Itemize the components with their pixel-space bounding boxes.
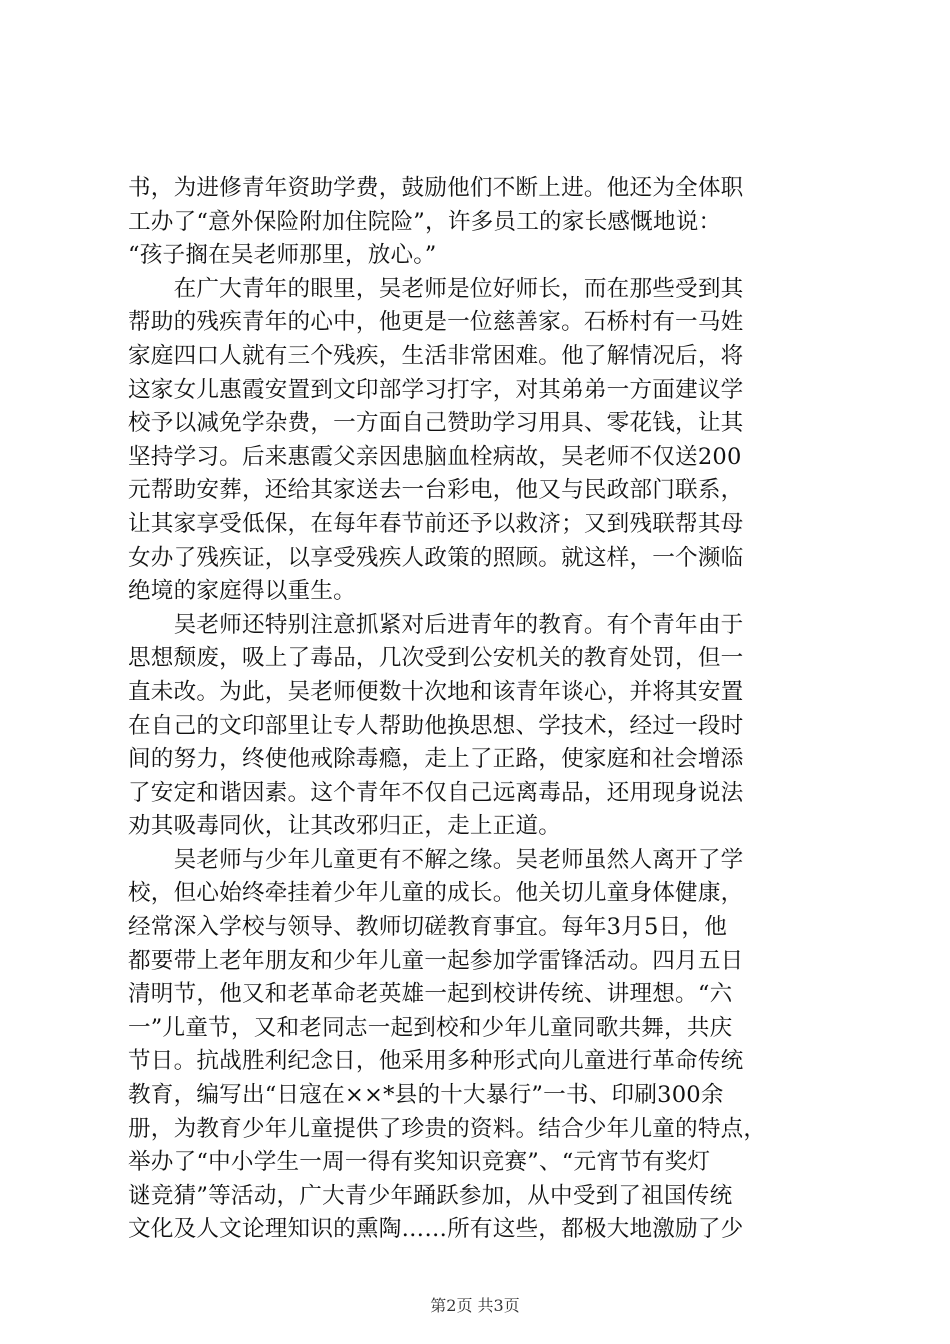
text-line: 绝境的家庭得以重生。: [128, 578, 356, 605]
text-line: 思想颓废，吸上了毒品，几次受到公安机关的教育处罚，但一: [128, 645, 744, 672]
text-line: 一”儿童节，又和老同志一起到校和少年儿童同歌共舞，共庆: [128, 1014, 733, 1041]
text-line: 校，但心始终牵挂着少年儿童的成长。他关切儿童身体健康，: [128, 880, 744, 907]
text-line: 工办了“意外保险附加住院险”，许多员工的家长感慨地说：: [128, 208, 722, 235]
text-line: 帮助的残疾青年的心中，他更是一位慈善家。石桥村有一马姓: [128, 309, 744, 336]
text-line: 都要带上老年朋友和少年儿童一起参加学雷锋活动。四月五日: [128, 947, 744, 974]
text-line: 让其家享受低保，在每年春节前还予以救济；又到残联帮其母: [128, 510, 744, 537]
text-line: 谜竞猜”等活动，广大青少年踊跃参加，从中受到了祖国传统: [128, 1182, 733, 1209]
text-line: 间的努力，终使他戒除毒瘾，走上了正路，使家庭和社会增添: [128, 746, 744, 773]
text-line: 教育，编写出“日寇在××*县的十大暴行”一书、印刷300余: [128, 1082, 724, 1109]
text-line: 在自己的文印部里让专人帮助他换思想、学技术，经过一段时: [128, 712, 744, 739]
text-line: 直未改。为此，吴老师便数十次地和该青年谈心，并将其安置: [128, 678, 744, 705]
text-line: 节日。抗战胜利纪念日，他采用多种形式向儿童进行革命传统: [128, 1048, 744, 1075]
text-line: “孩子搁在吴老师那里，放心。”: [128, 242, 437, 269]
text-line: 劝其吸毒同伙，让其改邪归正，走上正道。: [128, 813, 562, 840]
text-line: 举办了“中小学生一周一得有奖知识竞赛”、“元宵节有奖灯: [128, 1149, 711, 1176]
text-line: 了安定和谐因素。这个青年不仅自己远离毒品，还用现身说法: [128, 779, 744, 806]
text-line: 家庭四口人就有三个残疾，生活非常困难。他了解情况后，将: [128, 342, 744, 369]
text-line: 这家女儿惠霞安置到文印部学习打字，对其弟弟一方面建议学: [128, 376, 744, 403]
text-line: 女办了残疾证，以享受残疾人政策的照顾。就这样，一个濒临: [128, 544, 744, 571]
text-line: 清明节，他又和老革命老英雄一起到校讲传统、讲理想。“六: [128, 981, 733, 1008]
text-line: 书，为进修青年资助学费，鼓励他们不断上进。他还为全体职: [128, 175, 744, 201]
text-line: 册，为教育少年儿童提供了珍贵的资料。结合少年儿童的特点，: [128, 1115, 767, 1142]
text-line: 校予以减免学杂费，一方面自己赞助学习用具、零花钱，让其: [128, 410, 744, 437]
text-line: 吴老师还特别注意抓紧对后进青年的教育。有个青年由于: [128, 611, 744, 638]
page-number-footer: 第2页 共3页: [430, 1296, 520, 1315]
text-line: 吴老师与少年儿童更有不解之缘。吴老师虽然人离开了学: [128, 846, 744, 873]
text-line: 在广大青年的眼里，吴老师是位好师长，而在那些受到其: [128, 275, 744, 302]
body-text: [128, 172, 828, 1247]
text-line: 经常深入学校与领导、教师切磋教育事宜。每年3月5日，他: [128, 914, 727, 941]
text-line: 坚持学习。后来惠霞父亲因患脑血栓病故，吴老师不仅送200: [128, 443, 742, 470]
text-line: 文化及人文论理知识的熏陶……所有这些，都极大地激励了少: [128, 1216, 744, 1243]
text-line: 元帮助安葬，还给其家送去一台彩电，他又与民政部门联系，: [128, 477, 744, 504]
